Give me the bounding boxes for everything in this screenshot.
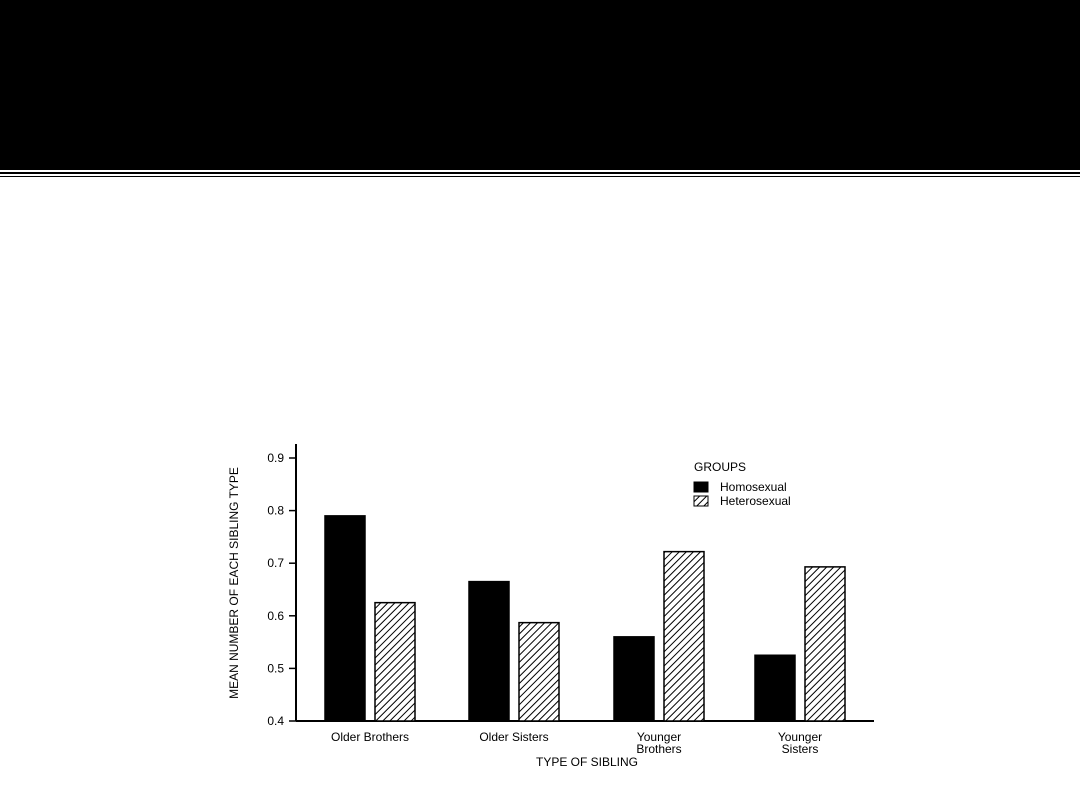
chart-bars [325,516,845,721]
x-category-label: Younger [636,730,682,744]
x-category-label: Brothers [636,742,682,756]
legend-title: GROUPS [694,460,747,474]
legend-swatch-homosexual [694,482,708,492]
chart-legend [694,460,791,508]
bar-heterosexual-4 [805,567,845,721]
y-axis-title: MEAN NUMBER OF EACH SIBLING TYPE [227,467,241,699]
legend-label-heterosexual: Heterosexual [720,494,791,508]
y-tick-label: 0.8 [267,503,284,518]
bar-homosexual-1 [325,516,365,721]
bar-homosexual-4 [755,655,795,721]
bar-heterosexual-1 [375,603,415,721]
x-category-label: Younger [777,730,823,744]
x-category-label: Older Sisters [479,730,549,744]
y-tick-label: 0.4 [267,714,284,728]
legend-label-homosexual: Homosexual [720,480,787,494]
bar-homosexual-3 [614,637,654,721]
y-tick-label: 0.5 [267,661,284,676]
y-tick-label: 0.9 [267,451,284,465]
x-axis-title: TYPE OF SIBLING [535,755,639,769]
bar-heterosexual-2 [519,623,559,721]
x-category-label: Older Brothers [330,730,410,744]
bar-heterosexual-3 [664,552,704,721]
x-category-label: Sisters [781,742,819,756]
bar-homosexual-2 [469,582,509,721]
legend-swatch-heterosexual [694,496,708,506]
y-tick-label: 0.7 [267,556,284,571]
y-tick-label: 0.6 [267,608,284,623]
